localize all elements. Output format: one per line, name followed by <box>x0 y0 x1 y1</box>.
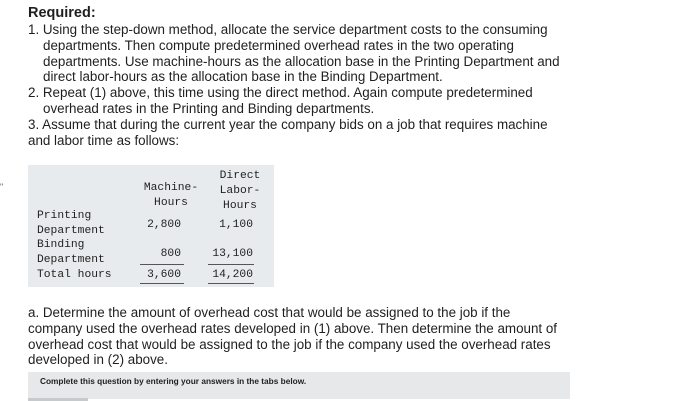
requirements-text <box>28 22 608 148</box>
col-header-labor: Direct <box>219 170 261 182</box>
printing-labor-hours: 1,100 <box>219 219 253 231</box>
total-underline <box>208 283 254 284</box>
requirement-line: 3. Assume that during the current year the company bids on a job that requires machine <box>28 116 548 132</box>
edge-mark: " <box>0 182 4 192</box>
part-a-line: a. Determine the amount of overhead cost that would be assigned to the job if the <box>28 305 511 320</box>
total-machine-hours: 3,600 <box>147 269 181 281</box>
col-header-labor: Labor- <box>219 185 261 197</box>
requirement-line: direct labor-hours as the allocation base in the Binding Department. <box>43 69 443 85</box>
col-header-labor: Hours <box>223 200 257 212</box>
row-label-printing: Printing <box>37 210 92 222</box>
row-label-binding: Binding <box>37 239 85 251</box>
part-a-line: developed in (2) above. <box>28 352 168 368</box>
instruction-bar <box>28 372 570 399</box>
col-header-machine: Hours <box>154 197 188 209</box>
instruction-text: Complete this question by entering your answers in the tabs below. <box>40 376 307 386</box>
part-a-line: overhead cost that would be assigned to the job if the company used the overhead rates <box>28 336 551 352</box>
row-label-printing: Department <box>37 225 105 237</box>
sum-underline <box>140 264 184 265</box>
total-underline <box>140 283 184 284</box>
part-a-line: company used the overhead rates developed in (1) above. Then determine the amount of <box>28 320 558 336</box>
part-a-text <box>28 305 608 368</box>
job-hours-table <box>28 165 274 287</box>
total-labor-hours: 14,200 <box>212 269 253 281</box>
row-label-binding: Department <box>37 254 105 266</box>
printing-machine-hours: 2,800 <box>147 219 181 231</box>
requirement-line: departments. Use machine-hours as the allocation base in the Printing Department and <box>43 53 560 69</box>
binding-labor-hours: 13,100 <box>212 248 253 260</box>
requirement-line: 1. Using the step-down method, allocate the service department costs to the consuming <box>28 22 548 37</box>
requirement-line: 2. Repeat (1) above, this time using the direct method. Again compute predetermined <box>28 85 533 101</box>
requirement-line: overhead rates in the Printing and Binding departments. <box>43 100 375 116</box>
required-heading: Required: <box>28 5 96 21</box>
requirement-line: departments. Then compute predetermined overhead rates in the two operating <box>43 37 514 53</box>
row-label-total: Total hours <box>37 269 112 281</box>
requirement-line: and labor time as follows: <box>28 132 180 148</box>
sum-underline <box>208 264 254 265</box>
binding-machine-hours: 800 <box>160 248 181 260</box>
col-header-machine: Machine- <box>143 182 199 194</box>
